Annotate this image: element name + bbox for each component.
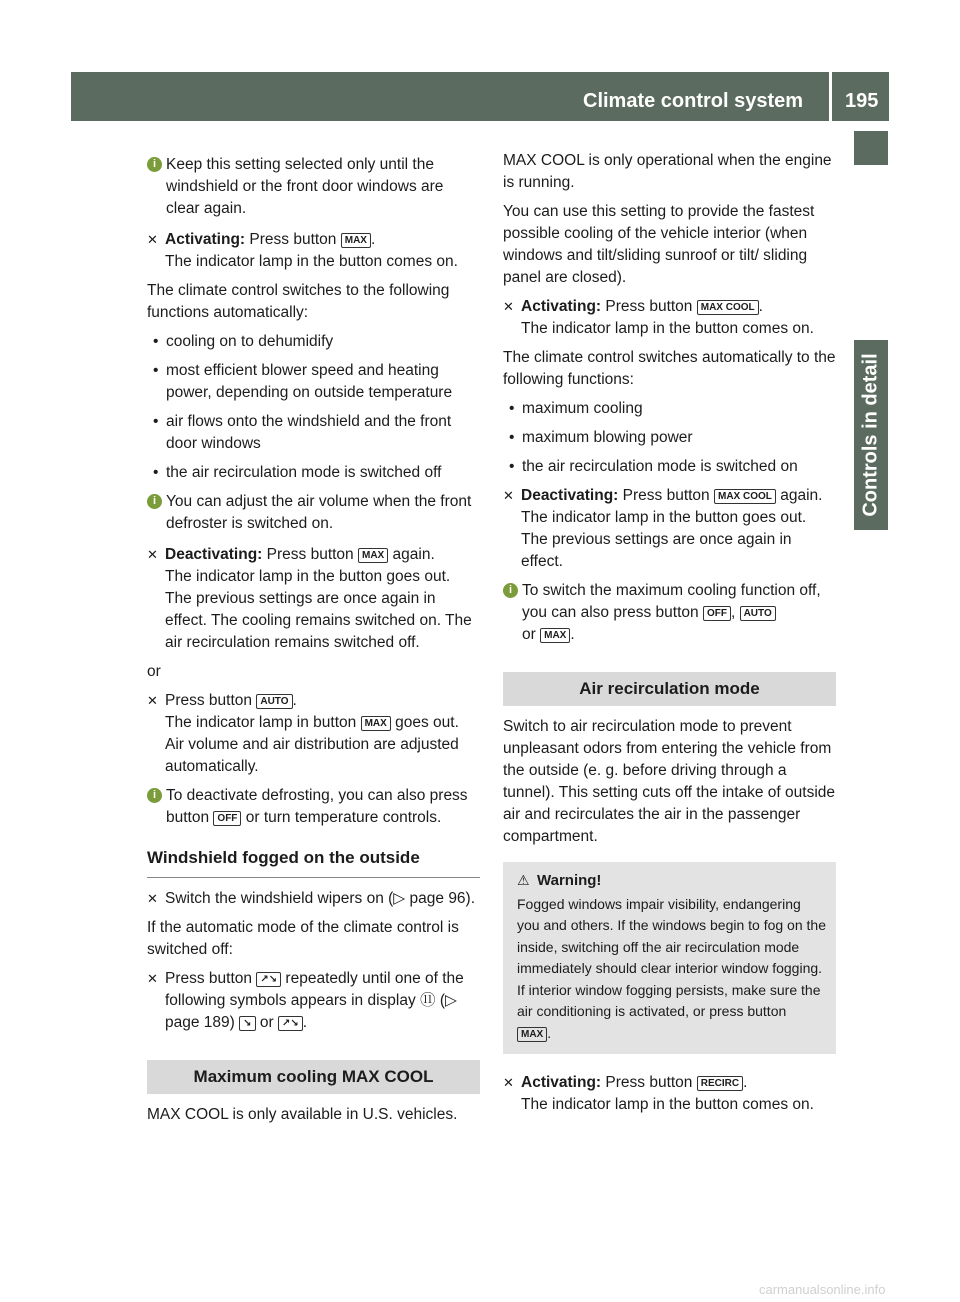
section-heading: Windshield fogged on the outside: [147, 847, 480, 878]
bullet-icon: •: [509, 458, 515, 475]
defrost-max-button-icon: MAX: [517, 1027, 547, 1042]
step-activating: ✕ Activating: Press button MAX . The indicator lamp in the button comes on.: [147, 231, 458, 270]
bullet-icon: •: [153, 464, 159, 481]
side-tab-marker: [854, 131, 888, 165]
list-item: • the air recirculation mode is switched on: [503, 456, 836, 478]
bullet-icon: •: [509, 400, 515, 417]
airflow-down-icon: ↘: [239, 1016, 255, 1031]
bullet-icon: •: [153, 333, 159, 350]
info-icon: i: [147, 494, 162, 509]
auto-button-icon: AUTO: [740, 606, 776, 621]
recirculation-button-icon: RECIRC: [697, 1076, 743, 1091]
paragraph: The climate control switches to the following functions automatically:: [147, 282, 450, 321]
paragraph: If the automatic mode of the climate control is switched off:: [147, 919, 459, 958]
list-item: • cooling on to dehumidify: [147, 331, 480, 353]
air-distribution-button-icon: ↗↘: [256, 972, 281, 987]
info-icon: i: [147, 788, 162, 803]
paragraph: MAX COOL is only operational when the engine is running.: [503, 152, 832, 191]
off-button-icon: OFF: [703, 606, 731, 621]
left-column: [147, 150, 480, 1133]
step-arrow-icon: ✕: [503, 299, 514, 314]
warning-title: ⚠ Warning!: [517, 870, 826, 892]
step-arrow-icon: ✕: [147, 971, 158, 986]
info-icon: i: [147, 157, 162, 172]
step-wipers: ✕ Switch the windshield wipers on (▷ page 96).: [147, 888, 480, 910]
step-deactivating: ✕ Deactivating: Press button MAX COOL again. The indicator lamp in the button goes out. The previous settings are once again in effect.: [503, 487, 823, 570]
defrost-max-button-icon: MAX: [540, 628, 570, 643]
step-arrow-icon: ✕: [503, 1075, 514, 1090]
step-deactivating: ✕ Deactivating: Press button MAX again. The indicator lamp in the button goes out. The previous settings are once again in effect. The cooling remains switched on. The air recirculation remains switched off.: [147, 546, 472, 651]
step-arrow-icon: ✕: [147, 891, 158, 906]
step-arrow-icon: ✕: [147, 232, 158, 247]
max-cool-button-icon: MAX COOL: [714, 489, 776, 504]
warning-box: ⚠ Warning! Fogged windows impair visibility, endangering you and others. If the windows begin to fog on the inside, switching off the air recirculation mode immediately should clear interior window fogging. If interior window fogging persists, make sure the air conditioning is activated, or press button MAX .: [503, 862, 836, 1054]
list-item: • maximum blowing power: [503, 427, 836, 449]
defrost-max-button-icon: MAX: [358, 548, 388, 563]
bullet-icon: •: [153, 362, 159, 379]
side-tab: [848, 128, 890, 1198]
right-column: [503, 150, 836, 1123]
info-note: i You can adjust the air volume when the front defroster is switched on.: [147, 491, 480, 535]
page-number: 195: [845, 90, 879, 112]
paragraph: You can use this setting to provide the fastest possible cooling of the vehicle interior (when windows and tilt/sliding sunroof or tilt/ sliding panel are closed).: [503, 203, 815, 286]
section-band-heading: Air recirculation mode: [503, 672, 836, 706]
list-item: • maximum cooling: [503, 398, 836, 420]
off-button-icon: OFF: [213, 811, 241, 826]
paragraph: The climate control switches automatically to the following functions:: [503, 349, 836, 388]
list-item: • the air recirculation mode is switched off: [147, 462, 480, 484]
or-text: or: [147, 663, 161, 680]
info-note: i To deactivate defrosting, you can also press button OFF or turn temperature controls.: [147, 785, 480, 829]
step-airflow: ✕ Press button ↗↘ repeatedly until one of the following symbols appears in display ⑪ (▷ page 189) ↘ or ↗↘ .: [147, 970, 464, 1031]
step-arrow-icon: ✕: [503, 488, 514, 503]
info-note: i Keep this setting selected only until the windshield or the front door windows are clear again.: [147, 154, 480, 220]
bullet-icon: •: [153, 413, 159, 430]
info-note: i To switch the maximum cooling function off, you can also press button OFF , AUTO or MAX .: [503, 580, 836, 646]
page-header-title: Climate control system: [583, 90, 804, 112]
step-press-auto: ✕ Press button AUTO . The indicator lamp in button MAX goes out. Air volume and air distribution are adjusted automatically.: [147, 692, 459, 775]
paragraph: MAX COOL is only available in U.S. vehicles.: [147, 1106, 458, 1123]
list-item: • most efficient blower speed and heating power, depending on outside temperature: [153, 362, 453, 401]
max-cool-button-icon: MAX COOL: [697, 300, 759, 315]
airflow-up-down-icon: ↗↘: [278, 1016, 303, 1031]
header-separator: [829, 72, 832, 121]
auto-button-icon: AUTO: [256, 694, 292, 709]
list-item: • air flows onto the windshield and the front door windows: [153, 413, 452, 452]
side-tab-label: Controls in detail: [859, 353, 882, 517]
warning-triangle-icon: ⚠: [517, 872, 530, 888]
defrost-max-button-icon: MAX: [341, 233, 371, 248]
bullet-icon: •: [509, 429, 515, 446]
footer-watermark: carmanualsonline.info: [759, 1282, 886, 1297]
section-band-heading: Maximum cooling MAX COOL: [147, 1060, 480, 1094]
step-activating-recirc: ✕ Activating: Press button RECIRC . The indicator lamp in the button comes on.: [503, 1074, 814, 1113]
info-icon: i: [503, 583, 518, 598]
step-arrow-icon: ✕: [147, 547, 158, 562]
step-activating: ✕ Activating: Press button MAX COOL . The indicator lamp in the button comes on.: [503, 298, 814, 337]
step-arrow-icon: ✕: [147, 693, 158, 708]
side-tab-label-box: [854, 340, 888, 530]
paragraph: Switch to air recirculation mode to prevent unpleasant odors from entering the vehicle from the outside (e. g. before driving through a tunnel). This setting cuts off the intake of outside air and recirculates the air in the passenger compartment.: [503, 718, 836, 845]
defrost-max-button-icon: MAX: [361, 716, 391, 731]
